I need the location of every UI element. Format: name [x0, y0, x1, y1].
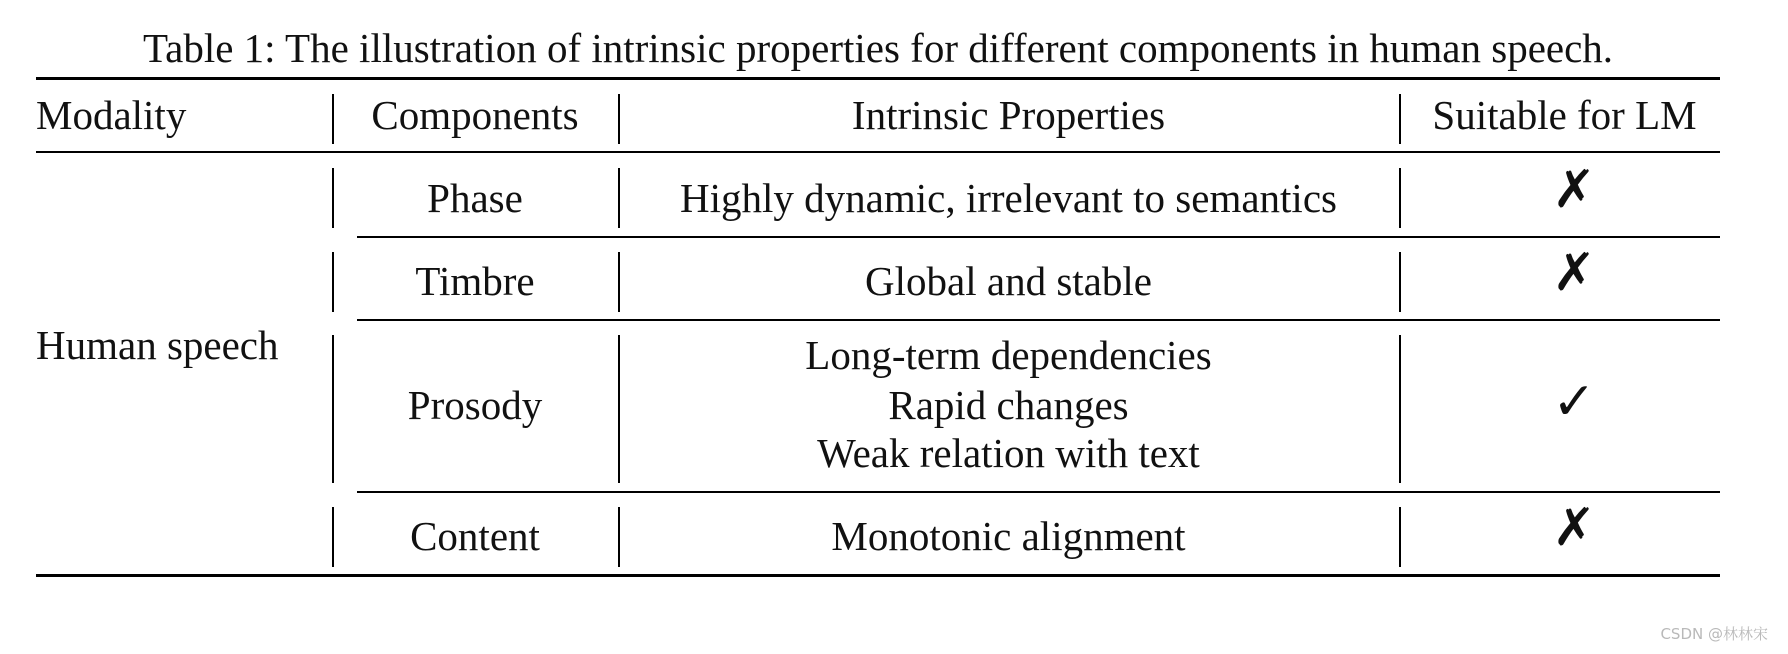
header-rule [36, 151, 1720, 153]
modality-human-speech: Human speech [36, 322, 279, 368]
row-divider [332, 252, 334, 312]
property-prosody-1: Long-term dependencies [805, 332, 1212, 378]
property-prosody-3: Weak relation with text [817, 430, 1200, 476]
top-rule [36, 77, 1720, 80]
header-modality: Modality [36, 92, 187, 138]
header-divider-1 [332, 94, 334, 144]
header-intrinsic-properties: Intrinsic Properties [851, 92, 1166, 138]
bottom-rule [36, 574, 1720, 577]
component-phase: Phase [427, 175, 523, 221]
row-divider [332, 507, 334, 567]
header-divider-3 [1399, 94, 1401, 144]
row-rule-2 [357, 319, 1720, 321]
cross-mark-icon: ✗ [1552, 160, 1596, 220]
property-content: Monotonic alignment [831, 513, 1186, 559]
row-divider [618, 507, 620, 567]
property-phase: Highly dynamic, irrelevant to semantics [680, 175, 1337, 221]
row-rule-1 [357, 236, 1720, 238]
component-prosody: Prosody [407, 382, 543, 428]
header-components: Components [371, 92, 579, 138]
row-divider [1399, 507, 1401, 567]
row-divider [1399, 252, 1401, 312]
row-divider [332, 335, 334, 483]
component-timbre: Timbre [415, 258, 535, 304]
row-divider [332, 168, 334, 228]
header-divider-2 [618, 94, 620, 144]
row-divider [618, 252, 620, 312]
watermark: CSDN @林林宋 [1660, 625, 1768, 643]
table-caption: Table 1: The illustration of intrinsic properties for different components in human speech. [142, 25, 1614, 71]
cross-mark-icon: ✗ [1552, 498, 1596, 558]
row-divider [1399, 168, 1401, 228]
row-rule-3 [357, 491, 1720, 493]
row-divider [1399, 335, 1401, 483]
row-divider [618, 335, 620, 483]
component-content: Content [410, 513, 540, 559]
header-suitable-for-lm: Suitable for LM [1432, 92, 1697, 138]
row-divider [618, 168, 620, 228]
property-timbre: Global and stable [865, 258, 1152, 304]
property-prosody-2: Rapid changes [888, 382, 1129, 428]
check-mark-icon: ✓ [1552, 372, 1596, 432]
cross-mark-icon: ✗ [1552, 243, 1596, 303]
